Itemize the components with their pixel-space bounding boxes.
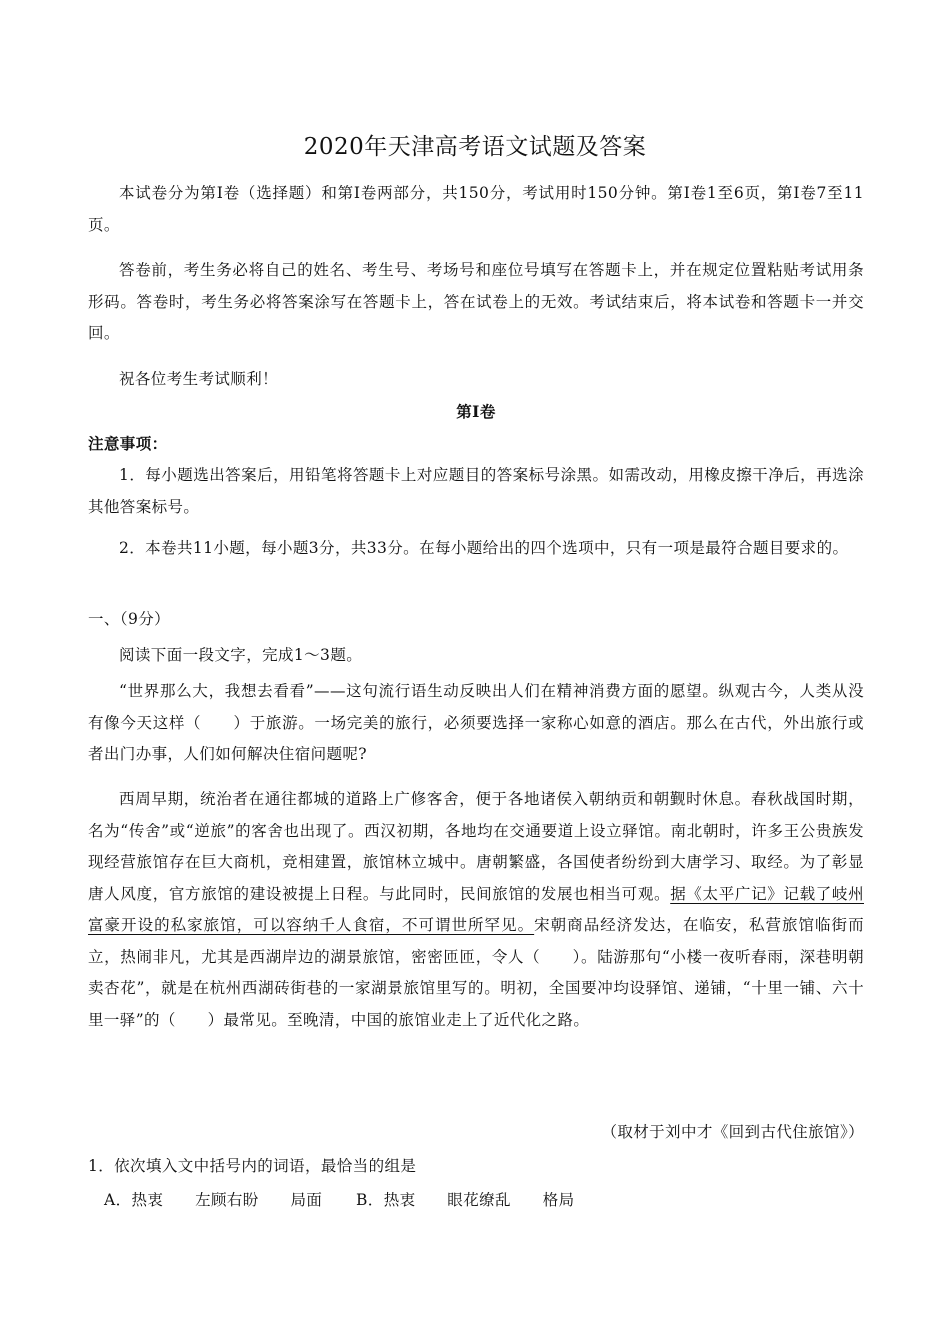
- passage-source: （取材于刘中才《回到古代住旅馆》）: [601, 1123, 864, 1141]
- question-1: 1．依次填入文中括号内的词语，最恰当的组是: [88, 1157, 417, 1175]
- passage-paragraph-2-part-b: 宋朝商品经济发达，在临安，私营旅馆临街而立，热闹非凡，尤其是西湖岸边的湖景旅馆，密密匝匝，令人（ ）。陆游那句“小楼一夜听春雨，深巷明朝卖杏花”，就是在杭州西湖砖街巷的一家湖景旅馆里写的。明初，全国要冲均设驿馆、递铺，“十里一铺、六十里一驿”的（ ）最常见。至晚清，中国的旅馆业走上了近代化之路。: [88, 916, 864, 1029]
- passage-paragraph-2-part-a: 西周早期，统治者在通往都城的道路上广修客舍，便于各地诸侯入朝纳贡和朝觐时休息。春秋战国时期，名为“传舍”或“逆旅”的客舍也出现了。西汉初期，各地均在交通要道上设立驿馆。南北朝时，许多王公贵族发现经营旅馆存在巨大商机，竞相建置，旅馆林立城中。唐朝繁盛，各国使者纷纷到大唐学习、取经。为了彰显唐人风度，官方旅馆的建设被提上日程。与此同时，民间旅馆的发展也相当可观。: [88, 790, 864, 903]
- intro-paragraph-1: 本试卷分为第Ⅰ卷（选择题）和第Ⅰ卷两部分，共150分，考试用时150分钟。第Ⅰ卷1至6页，第Ⅰ卷7至11页。: [88, 184, 864, 234]
- reading-instruction: 阅读下面一段文字，完成1～3题。: [119, 646, 363, 664]
- intro-paragraph-3: 祝各位考生考试顺利！: [119, 370, 279, 388]
- section-title: 第Ⅰ卷: [456, 402, 496, 421]
- option-a: A．热衷 左顾右盼 局面: [104, 1191, 323, 1209]
- passage-paragraph-2: [88, 784, 864, 1036]
- notice-heading: 注意事项：: [88, 434, 168, 453]
- document-title: 2020年天津高考语文试题及答案: [303, 134, 647, 160]
- underlined-sentence: 据《太平广记》记载了岐州富豪开设的私家旅馆，可以容纳千人食宿，不可谓世所罕见。: [88, 884, 864, 934]
- intro-paragraph-2: 答卷前，考生务必将自己的姓名、考生号、考场号和座位号填写在答题卡上，并在规定位置粘贴考试用条形码。答卷时，考生务必将答案涂写在答题卡上，答在试卷上的无效。考试结束后，将本试卷和答题卡一并交回。: [88, 261, 864, 342]
- notice-item-1: 1．每小题选出答案后，用铅笔将答题卡上对应题目的答案标号涂黑。如需改动，用橡皮擦干净后，再选涂其他答案标号。: [88, 466, 864, 516]
- option-b: B．热衷 眼花缭乱 格局: [356, 1191, 575, 1209]
- passage-paragraph-1: “世界那么大，我想去看看”——这句流行语生动反映出人们在精神消费方面的愿望。纵观古今，人类从没有像今天这样（ ）于旅游。一场完美的旅行，必须要选择一家称心如意的酒店。那么在古代，外出旅行或者出门办事，人们如何解决住宿问题呢?: [88, 682, 864, 763]
- notice-item-2: 2．本卷共11小题，每小题3分，共33分。在每小题给出的四个选项中，只有一项是最符合题目要求的。: [119, 539, 849, 557]
- part-one-heading: 一、（9分）: [88, 610, 171, 628]
